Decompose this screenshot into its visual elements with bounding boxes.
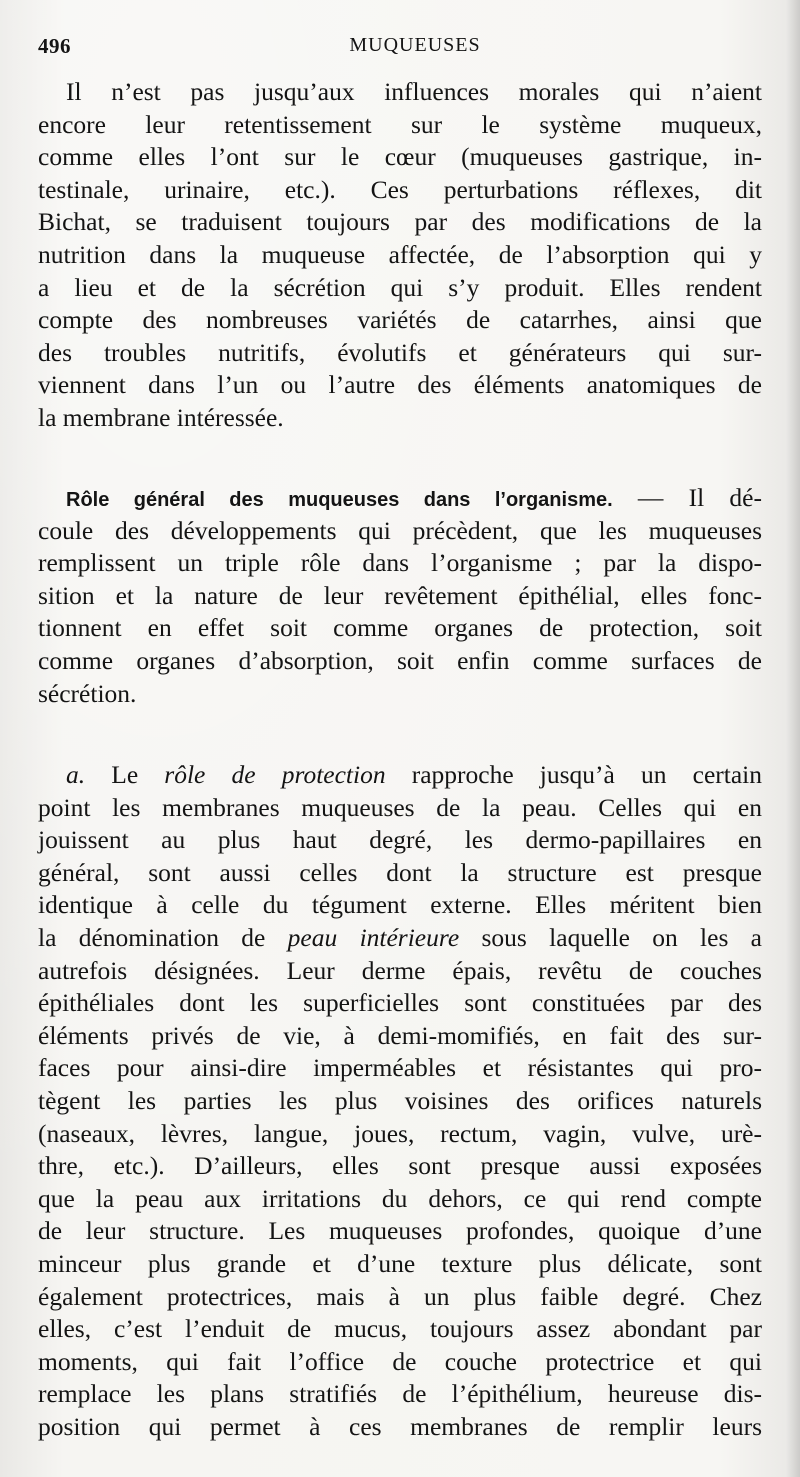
text-line: Bichat, se traduisent toujours par des modifications de la xyxy=(38,207,762,237)
text-line: jouissent au plus haut degré, les dermo-papillaires en xyxy=(38,825,762,855)
text-line xyxy=(38,759,762,792)
text-line: tionnent en effet soit comme organes de protection, soit xyxy=(38,613,762,643)
text-line: nutrition dans la muqueuse affectée, de l’absorption qui y xyxy=(38,239,762,269)
text-line: compte des nombreuses variétés de catarrhes, ainsi que xyxy=(38,305,762,335)
text-line: point les membranes muqueuses de la peau. Celles qui en xyxy=(38,792,762,822)
text-line: comme organes d’absorption, soit enfin comme surfaces de xyxy=(38,645,762,675)
text-line: Il n’est pas jusqu’aux influences morales qui n’aient xyxy=(66,77,762,106)
text-line: autrefois désignées. Leur derme épais, revêtu de couches xyxy=(38,955,762,985)
text-line: éléments privés de vie, à demi-momifiés, en fait des sur- xyxy=(38,1020,762,1050)
paragraph-general-role xyxy=(38,482,762,710)
section-heading: Rôle général des muqueuses dans l’organisme. xyxy=(66,489,613,511)
text-line: position qui permet à ces membranes de remplir leurs xyxy=(38,1411,762,1441)
heading-continuation: — Il dé- xyxy=(612,483,762,512)
text-line: remplissent un triple rôle dans l’organisme ; par la dispo- xyxy=(38,548,762,578)
text-line: coule des développements qui précèdent, que les muqueuses xyxy=(38,515,762,545)
text-line xyxy=(38,922,762,955)
text-line: général, sont aussi celles dont la structure est presque xyxy=(38,857,762,887)
paragraph-moral-influences xyxy=(38,76,762,435)
text-line: faces pour ainsi-dire imperméables et résistantes qui pro- xyxy=(38,1053,762,1083)
text-line: également protectrices, mais à un plus faible degré. Chez xyxy=(38,1281,762,1311)
text-line: viennent dans l’un ou l’autre des éléments anatomiques de xyxy=(38,370,762,400)
text-line: la membrane intéressée. xyxy=(38,402,284,432)
italic-term: peau intérieure xyxy=(287,922,460,952)
text-line: (naseaux, lèvres, langue, joues, rectum, vagin, vulve, urè- xyxy=(38,1118,762,1148)
text-line: sécrétion. xyxy=(38,678,137,708)
text-line: que la peau aux irritations du dehors, ce qui rend compte xyxy=(38,1183,762,1213)
text-run: la dénomination de xyxy=(38,922,288,952)
running-head xyxy=(38,34,762,62)
page-edge-shadow xyxy=(786,0,800,1477)
text-line: minceur plus grande et d’une texture plus délicate, sont xyxy=(38,1248,762,1278)
text-line: des troubles nutritifs, évolutifs et générateurs qui sur- xyxy=(38,337,762,367)
running-title: MUQUEUSES xyxy=(349,34,481,56)
text-line: testinale, urinaire, etc.). Ces perturbations réflexes, dit xyxy=(38,174,762,204)
text-line: moments, qui fait l’office de couche protectrice et qui xyxy=(38,1346,762,1376)
text-run: rapproche jusqu’à un certain xyxy=(385,760,763,789)
text-line: épithéliales dont les superficielles sont constituées par des xyxy=(38,988,762,1018)
text-line: encore leur retentissement sur le système muqueux, xyxy=(38,109,762,139)
text-line: identique à celle du tégument externe. Elles méritent bien xyxy=(38,890,762,920)
text-line: elles, c’est l’enduit de mucus, toujours assez abondant par xyxy=(38,1314,762,1344)
text-line: sition et la nature de leur revêtement épithélial, elles fonc- xyxy=(38,580,762,610)
text-run: Le xyxy=(85,760,165,789)
text-line: tègent les parties les plus voisines des orifices naturels xyxy=(38,1085,762,1115)
text-line: comme elles l’ont sur le cœur (muqueuses gastrique, in- xyxy=(38,142,762,172)
text-line: remplace les plans stratifiés de l’épithélium, heureuse dis- xyxy=(38,1379,762,1409)
text-run: sous laquelle on les a xyxy=(459,922,763,952)
text-line: thre, etc.). D’ailleurs, elles sont presque aussi exposées xyxy=(38,1151,762,1181)
list-marker: a. xyxy=(66,760,86,789)
page-number: 496 xyxy=(38,34,71,58)
text-line: a lieu et de la sécrétion qui s’y produit. Elles rendent xyxy=(38,272,762,302)
italic-term: rôle de protection xyxy=(164,760,386,789)
paragraph-protection-role xyxy=(38,759,762,1443)
text-line xyxy=(38,482,762,515)
text-line: de leur structure. Les muqueuses profondes, quoique d’une xyxy=(38,1216,762,1246)
